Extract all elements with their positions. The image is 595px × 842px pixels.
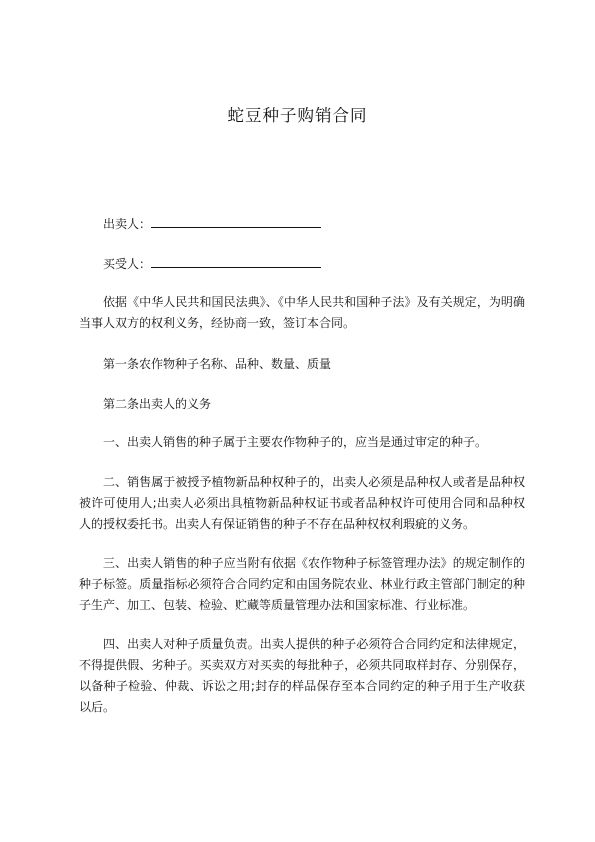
- seller-label: 出卖人：: [103, 217, 152, 231]
- intro-paragraph: 依据《中华人民共和国民法典》、《中华人民共和国种子法》及有关规定，为明确当事人双方的权利义务，经协商一致，签订本合同。: [79, 295, 525, 330]
- article-1-heading: 第一条农作物种子名称、品种、数量、质量: [103, 357, 332, 371]
- buyer-label: 买受人：: [103, 257, 152, 271]
- clause-4-paragraph: 四、出卖人对种子质量负责。出卖人提供的种子必须符合合同约定和法律规定，不得提供假、劣种子。买卖双方对买卖的每批种子，必须共同取样封存、分别保存，以备种子检验、仲裁、诉讼之用;封存的样品保存至本合同约定的种子用于生产收获以后。: [79, 637, 525, 714]
- clause-3-paragraph: 三、出卖人销售的种子应当附有依据《农作物种子标签管理办法》的规定制作的种子标签。质量指标必须符合合同约定和由国务院农业、林业行政主管部门制定的种子生产、加工、包装、检验、贮藏等质量管理办法和国家标准、行业标准。: [79, 556, 525, 612]
- buyer-blank-line: [151, 256, 321, 268]
- document-title: 蛇豆种子购销合同: [227, 106, 368, 125]
- seller-field: [103, 216, 321, 232]
- buyer-field: [103, 256, 321, 272]
- seller-blank-line: [151, 216, 321, 228]
- article-2-heading: 第二条出卖人的义务: [103, 397, 212, 411]
- clause-1-paragraph: 一、出卖人销售的种子属于主要农作物种子的，应当是通过审定的种子。: [103, 435, 488, 449]
- clause-2-paragraph: 二、销售属于被授予植物新品种权种子的，出卖人必须是品种权人或者是品种权被许可使用人;出卖人必须出具植物新品种权证书或者品种权许可使用合同和品种权人的授权委托书。出卖人有保证销售的种子不存在品种权权利瑕疵的义务。: [79, 475, 525, 531]
